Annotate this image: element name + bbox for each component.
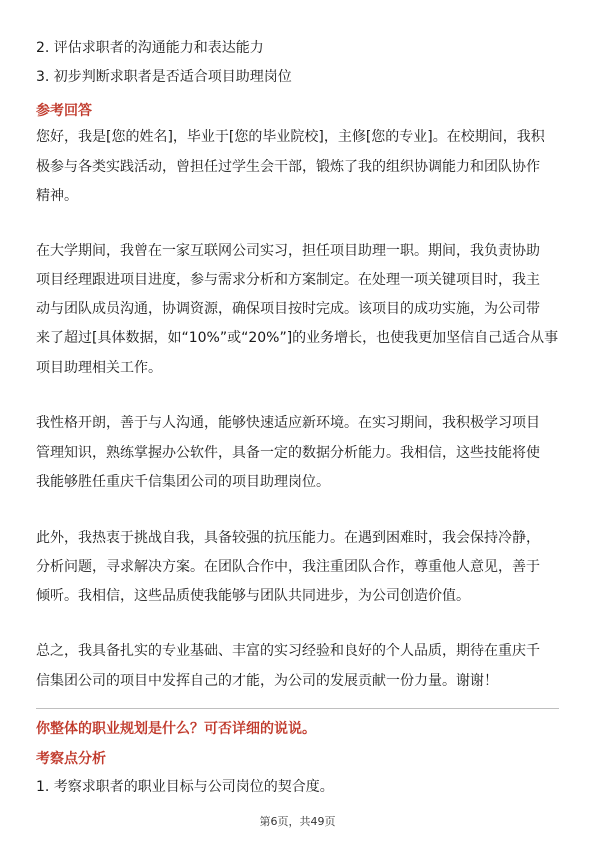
paragraph-line: 我能够胜任重庆千信集团公司的项目助理岗位。 — [36, 474, 330, 490]
paragraph-line: 倾听。我相信，这些品质使我能够与团队共同进步，为公司创造价值。 — [36, 588, 470, 604]
page-footer: 第6页，共49页 — [259, 815, 336, 828]
intro-item: 3. 初步判断求职者是否适合项目助理岗位 — [36, 69, 292, 85]
answer-heading: 参考回答 — [36, 103, 92, 119]
paragraph-line: 总之，我具备扎实的专业基础、丰富的实习经验和良好的个人品质，期待在重庆千 — [36, 643, 540, 659]
paragraph-line: 动与团队成员沟通，协调资源，确保项目按时完成。该项目的成功实施，为公司带 — [36, 301, 540, 317]
paragraph-line: 来了超过[具体数据，如“10%”或“20%”]的业务增长，也使我更加坚信自己适合从事 — [36, 330, 559, 346]
paragraph-line: 此外，我热衷于挑战自我，具备较强的抗压能力。在遇到困难时，我会保持冷静， — [36, 530, 540, 546]
paragraph-line: 信集团公司的项目中发挥自己的才能，为公司的发展贡献一份力量。谢谢！ — [36, 673, 498, 689]
analysis-heading: 考察点分析 — [36, 751, 106, 767]
question-heading: 你整体的职业规划是什么？可否详细的说说。 — [36, 721, 316, 737]
analysis-item: 1. 考察求职者的职业目标与公司岗位的契合度。 — [36, 779, 334, 795]
paragraph-line: 精神。 — [36, 188, 78, 204]
paragraph-line: 您好，我是[您的姓名]，毕业于[您的毕业院校]，主修[您的专业]。在校期间，我积 — [36, 129, 545, 145]
paragraph-line: 在大学期间，我曾在一家互联网公司实习，担任项目助理一职。期间，我负责协助 — [36, 243, 540, 259]
paragraph-line: 极参与各类实践活动，曾担任过学生会干部，锻炼了我的组织协调能力和团队协作 — [36, 159, 540, 175]
paragraph-line: 项目经理跟进项目进度，参与需求分析和方案制定。在处理一项关键项目时，我主 — [36, 272, 540, 288]
paragraph-line: 我性格开朗，善于与人沟通，能够快速适应新环境。在实习期间，我积极学习项目 — [36, 415, 540, 431]
section-divider — [36, 708, 559, 709]
paragraph-line: 项目助理相关工作。 — [36, 360, 162, 376]
paragraph-line: 分析问题，寻求解决方案。在团队合作中，我注重团队合作，尊重他人意见，善于 — [36, 559, 540, 575]
intro-item: 2. 评估求职者的沟通能力和表达能力 — [36, 40, 264, 56]
paragraph-line: 管理知识，熟练掌握办公软件，具备一定的数据分析能力。我相信，这些技能将使 — [36, 445, 540, 461]
